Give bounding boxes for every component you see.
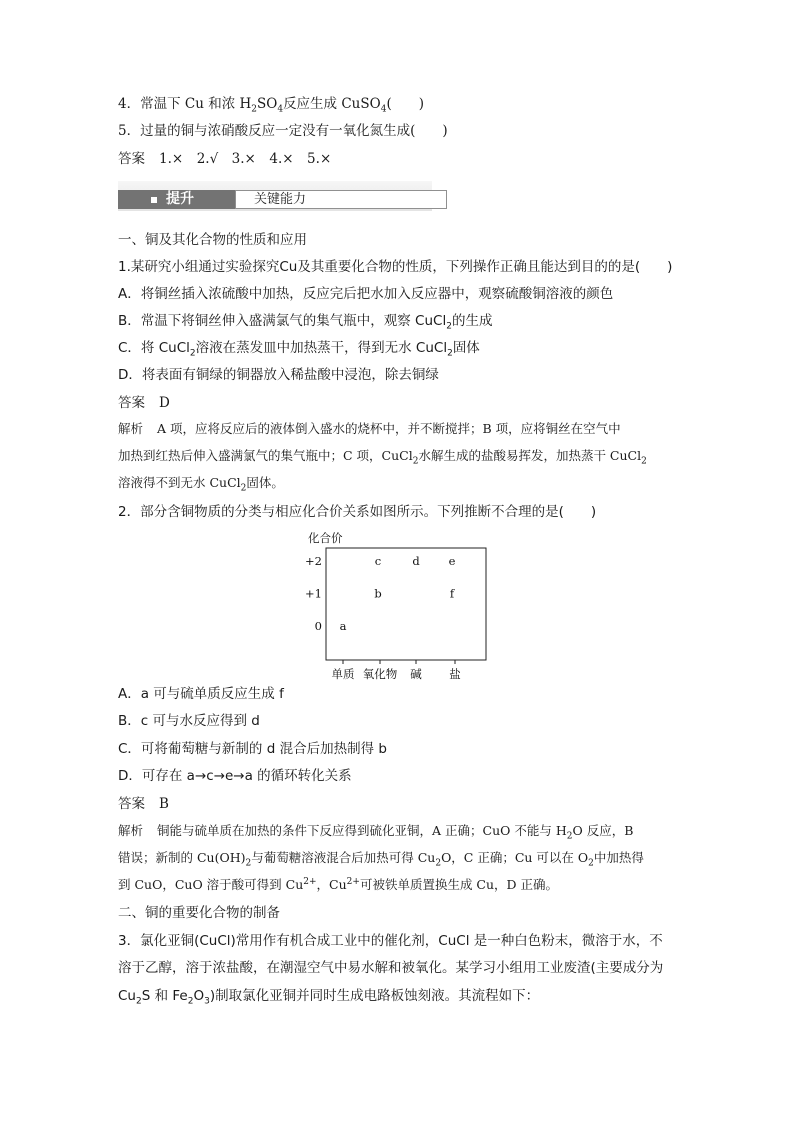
subscript: 4 — [380, 104, 387, 115]
data-point-f: f — [449, 586, 455, 601]
q3-line-3 — [118, 987, 539, 1005]
subscript: 2 — [566, 831, 573, 842]
text: 固体。 — [246, 475, 284, 490]
section-title-1: 一、铜及其化合物的性质和应用 — [118, 232, 307, 248]
answer-text: B — [159, 796, 169, 812]
valence-chart — [298, 530, 498, 680]
subscript: 2 — [189, 348, 196, 359]
subscript: 2 — [446, 321, 452, 332]
subscript: 2 — [187, 996, 194, 1007]
item-number: 5． — [118, 123, 141, 139]
text: 反应生成 CuSO — [283, 96, 381, 112]
text: 可被铁单质置换生成 Cu，D 正确。 — [359, 877, 559, 892]
section-banner — [118, 181, 432, 212]
judge-answer — [118, 150, 331, 168]
q2-explanation-line-1 — [118, 822, 633, 840]
y-tick-label: +2 — [305, 554, 322, 568]
answer-text: 1.× 2.√ 3.× 4.× 5.× — [159, 151, 332, 167]
banner-subtitle: 关键能力 — [254, 192, 307, 207]
q1-explanation-line-2 — [118, 447, 647, 465]
q2-option-a: A．a 可与硫单质反应生成 f — [118, 686, 284, 702]
data-point-c: c — [374, 554, 382, 568]
text: 过量的铜与浓硝酸反应一定没有一氧化氮生成( ) — [140, 123, 448, 139]
subscript: 2 — [435, 858, 442, 869]
data-point-a: a — [339, 619, 347, 633]
text: 水解生成的盐酸易挥发，加热蒸干 CuCl — [418, 448, 642, 463]
subscript: 2 — [447, 348, 453, 359]
text: 固体 — [452, 340, 480, 356]
text: 的生成 — [451, 313, 493, 329]
q2-explanation-line-2 — [118, 849, 644, 867]
q2-explanation-line-3 — [118, 876, 558, 894]
q1-option-b — [118, 312, 492, 330]
data-point-b: b — [374, 586, 382, 601]
x-category-label: 碱 — [410, 667, 422, 680]
text: O — [193, 988, 205, 1004]
subscript: 2 — [412, 456, 419, 467]
q2-answer — [118, 795, 169, 813]
q2-stem: 2．部分含铜物质的分类与相应化合价关系如图所示。下列推断不合理的是( ) — [118, 504, 597, 520]
x-category-label: 单质 — [331, 667, 355, 680]
text: 加热到红热后伸入盛满氯气的集气瓶中；C 项，CuCl — [118, 448, 413, 463]
text: 常温下 Cu 和浓 H — [140, 96, 252, 112]
judge-item-4 — [118, 95, 424, 113]
subscript: 2 — [240, 483, 247, 494]
text: O，C 正确；Cu 可以在 O — [441, 850, 589, 865]
subscript: 2 — [641, 456, 647, 467]
y-tick-label: 0 — [314, 619, 322, 633]
section-title-2: 二、铜的重要化合物的制备 — [118, 905, 280, 921]
q1-stem: 1.某研究小组通过实验探究Cu及其重要化合物的性质，下列操作正确且能达到目的的是( ) — [118, 259, 673, 275]
text: S 和 Fe — [141, 988, 188, 1004]
q1-option-a: A．将铜丝插入浓硫酸中加热，反应完后把水加入反应器中，观察硫酸铜溶液的颜色 — [118, 286, 614, 302]
subscript: 3 — [204, 996, 210, 1007]
x-category-label: 盐 — [449, 667, 461, 680]
y-tick-label: +1 — [305, 586, 322, 601]
explanation-label: 解析 — [118, 421, 144, 436]
text: ，Cu — [316, 877, 347, 892]
data-point-d: d — [412, 554, 420, 568]
text: 铜能与硫单质在加热的条件下反应得到硫化亚铜，A 正确；CuO 不能与 H — [157, 823, 567, 838]
answer-label: 答案 — [118, 151, 145, 167]
answer-label: 答案 — [118, 796, 145, 812]
banner-title: 提升 — [166, 191, 194, 207]
superscript: 2+ — [303, 876, 317, 887]
square-bullet-icon — [151, 197, 157, 203]
subscript: 2 — [588, 858, 594, 869]
data-point-e: e — [448, 554, 456, 568]
judge-item-5 — [118, 122, 448, 140]
subscript: 4 — [277, 104, 284, 115]
q1-explanation-line-3 — [118, 474, 284, 492]
q1-answer — [118, 394, 170, 412]
subscript: 2 — [135, 996, 142, 1007]
q3-line-2: 溶于乙醇，溶于浓盐酸，在潮湿空气中易水解和被氧化。某学习小组用工业废渣(主要成分为 — [118, 960, 664, 976]
q2-option-b: B．c 可与水反应得到 d — [118, 713, 260, 729]
text: 到 CuO，CuO 溶于酸可得到 Cu — [118, 877, 304, 892]
q1-option-c — [118, 339, 480, 357]
valence-chart-svg — [298, 530, 498, 680]
text: B．常温下将铜丝伸入盛满氯气的集气瓶中，观察 CuCl — [118, 313, 447, 329]
subscript: 2 — [245, 858, 252, 869]
q2-option-c: C．可将葡萄糖与新制的 d 混合后加热制得 b — [118, 741, 387, 757]
text: )制取氯化亚铜并同时生成电路板蚀刻液。其流程如下： — [209, 988, 540, 1004]
item-number: 4． — [118, 96, 141, 112]
text: A 项，应将反应后的液体倒入盛水的烧杯中，并不断搅拌；B 项，应将铜丝在空气中 — [157, 421, 621, 436]
superscript: 2+ — [346, 876, 360, 887]
q2-option-d: D．可存在 a→c→e→a 的循环转化关系 — [118, 768, 352, 784]
text: 溶液在蒸发皿中加热蒸干，得到无水 CuCl — [195, 340, 448, 356]
text: 溶液得不到无水 CuCl — [118, 475, 241, 490]
text: Cu — [118, 988, 136, 1004]
subscript: 2 — [251, 104, 257, 115]
answer-label: 答案 — [118, 395, 145, 411]
text: 与葡萄糖溶液混合后加热可得 Cu — [251, 850, 436, 865]
text: 中加热得 — [593, 850, 644, 865]
text: O 反应，B — [572, 823, 634, 838]
q1-option-d: D．将表面有铜绿的铜器放入稀盐酸中浸泡，除去铜绿 — [118, 367, 439, 383]
chart-frame — [326, 548, 486, 660]
text: C．将 CuCl — [118, 340, 190, 356]
text: 错误；新制的 Cu(OH) — [118, 850, 246, 865]
x-category-label: 氧化物 — [362, 667, 398, 680]
q3-line-1: 3．氯化亚铜(CuCl)常用作有机合成工业中的催化剂，CuCl 是一种白色粉末，微溶于水，不 — [118, 933, 663, 949]
text: SO — [257, 96, 278, 112]
explanation-label: 解析 — [118, 823, 144, 838]
q1-explanation-line-1 — [118, 420, 621, 438]
chart-title: 化合价 — [308, 531, 343, 545]
text: ( ) — [386, 96, 424, 112]
answer-text: D — [159, 395, 170, 411]
